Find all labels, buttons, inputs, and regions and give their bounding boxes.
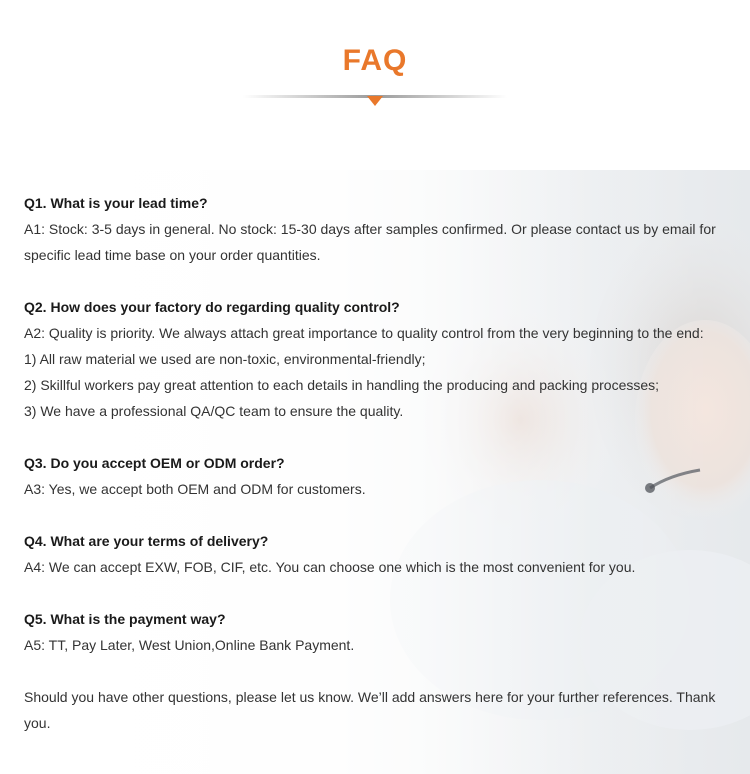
faq-item-2 <box>24 294 736 424</box>
faq-answer-line: A4: We can accept EXW, FOB, CIF, etc. You can choose one which is the most convenient for you. <box>24 559 636 575</box>
faq-question: Q5. What is the payment way? <box>24 611 226 627</box>
faq-question: Q3. Do you accept OEM or ODM order? <box>24 455 285 471</box>
closing-line: Should you have other questions, please let us know. We’ll add answers here for your further references. Thank <box>24 689 716 705</box>
faq-answer-line: 2) Skillful workers pay great attention to each details in handling the producing and packing processes; <box>24 377 660 393</box>
faq-item-1 <box>24 190 736 268</box>
faq-question: Q1. What is your lead time? <box>24 195 208 211</box>
closing-note <box>24 684 736 736</box>
faq-header <box>0 0 750 170</box>
faq-answer-line: 3) We have a professional QA/QC team to ensure the quality. <box>24 403 404 419</box>
faq-question: Q2. How does your factory do regarding quality control? <box>24 299 400 315</box>
faq-answer-line: A3: Yes, we accept both OEM and ODM for customers. <box>24 481 366 497</box>
down-arrow-icon <box>367 96 383 106</box>
faq-item-3 <box>24 450 736 502</box>
faq-answer-line: specific lead time base on your order quantities. <box>24 247 321 263</box>
closing-line: you. <box>24 715 51 731</box>
faq-item-4 <box>24 528 736 580</box>
page-title: FAQ <box>342 44 408 77</box>
faq-item-5 <box>24 606 736 658</box>
faq-answer-line: A1: Stock: 3-5 days in general. No stock: 15-30 days after samples confirmed. Or please contact us by email for <box>24 221 716 237</box>
faq-question: Q4. What are your terms of delivery? <box>24 533 269 549</box>
faq-answer-line: A2: Quality is priority. We always attach great importance to quality control from the very beginning to the end: <box>24 325 704 341</box>
faq-answer-line: A5: TT, Pay Later, West Union,Online Bank Payment. <box>24 637 355 653</box>
faq-answer-line: 1) All raw material we used are non-toxic, environmental-friendly; <box>24 351 426 367</box>
